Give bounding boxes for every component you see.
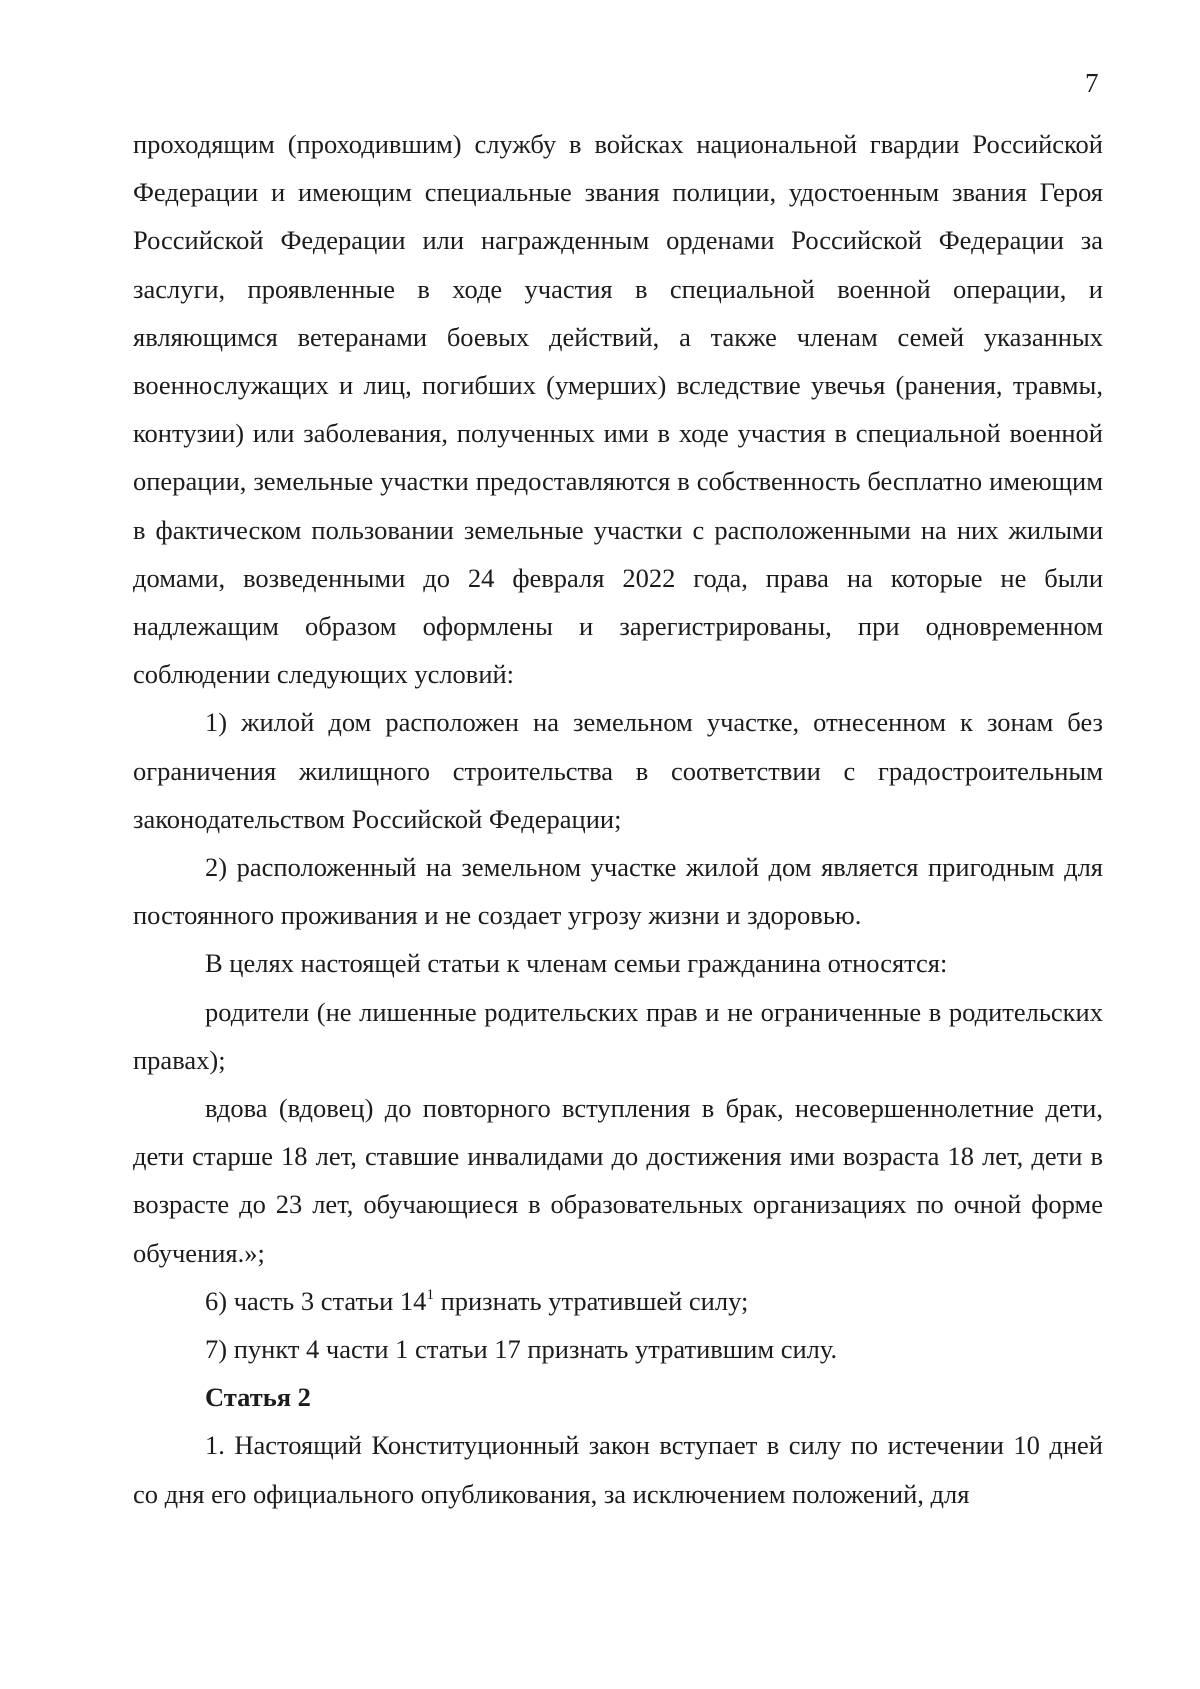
paragraph-item-6	[133, 1277, 1103, 1325]
page-number: 7	[1085, 68, 1099, 98]
paragraph-continuation: проходящим (проходившим) службу в войсках национальной гвардии Российской Федерации и имеющим специальные звания полиции, удостоенным звания Героя Российской Федерации или награжденным орденами Российской Федерации за заслуги, проявленные в ходе участия в специальной военной операции, и являющимся ветеранами боевых действий, а также членам семей указанных военнослужащих и лиц, погибших (умерших) вследствие увечья (ранения, травмы, контузии) или заболевания, полученных ими в ходе участия в специальной военной операции, земельные участки предоставляются в собственность бесплатно имеющим в фактическом пользовании земельные участки с расположенными на них жилыми домами, возведенными до 24 февраля 2022 года, права на которые не были надлежащим образом оформлены и зарегистрированы, при одновременном соблюдении следующих условий:	[133, 129, 1103, 690]
paragraph-condition-1: 1) жилой дом расположен на земельном участке, отнесенном к зонам без ограничения жилищного строительства в соответствии с градостроительным законодательством Российской Федерации;	[133, 707, 1103, 834]
document-body	[133, 120, 1103, 1518]
item-6-text: 6) часть 3 статьи 14	[205, 1285, 427, 1316]
paragraph-condition-2: 2) расположенный на земельном участке жилой дом является пригодным для постоянного проживания и не создает угрозу жизни и здоровью.	[133, 852, 1103, 931]
article-heading: Статья 2	[205, 1382, 311, 1413]
paragraph-item-7: 7) пункт 4 части 1 статьи 17 признать утратившим силу.	[205, 1334, 838, 1365]
paragraph-parents: родители (не лишенные родительских прав и не ограниченные в родительских правах);	[133, 996, 1103, 1075]
item-6-text-end: признать утратившей силу;	[433, 1285, 749, 1316]
item-6-superscript: 1	[426, 1286, 434, 1303]
article-2-paragraph-1: 1. Настоящий Конституционный закон вступает в силу по истечении 10 дней со дня его официального опубликования, за исключением положений, для	[133, 1430, 1103, 1509]
paragraph-widow-children: вдова (вдовец) до повторного вступления в брак, несовершеннолетние дети, дети старше 18 лет, ставшие инвалидами до достижения ими возраста 18 лет, дети в возрасте до 23 лет, обучающиеся в образовательных организациях по очной форме обучения.»;	[133, 1093, 1103, 1268]
paragraph-family-definition: В целях настоящей статьи к членам семьи гражданина относятся:	[205, 948, 948, 979]
